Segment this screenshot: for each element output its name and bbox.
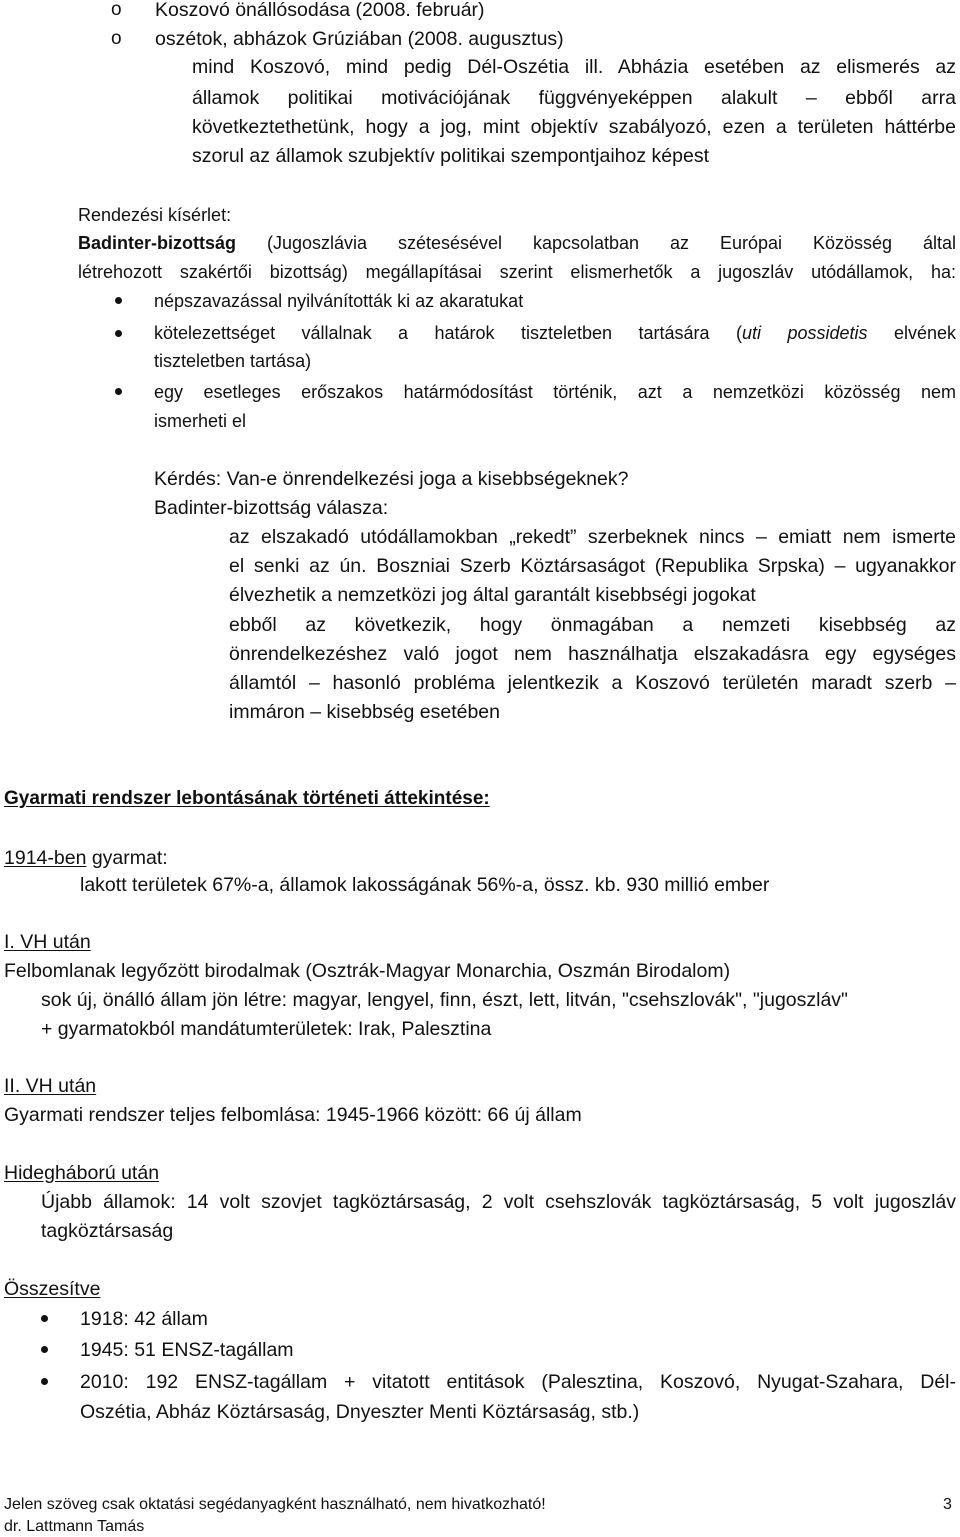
paragraph-line: államok politikai motivációjának függvényeképpen alakult – ebből arra [192,87,956,109]
period-line: Felbomlanak legyőzött birodalmak (Osztrák-Magyar Monarchia, Oszmán Birodalom) [4,960,731,982]
question: Kérdés: Van-e önrendelkezési joga a kisebbségeknek? [154,468,629,490]
list-item: Koszovó önállósodása (2008. február) [155,0,485,21]
list-bullet-o: o [111,0,122,20]
answer-line: az elszakadó utódállamokban „rekedt” szerbeknek nincs – emiatt nem ismerte [229,526,956,548]
section-label: Rendezési kísérlet: [78,205,232,225]
period-label: 1914-ben [4,847,87,869]
period-line: sok új, önálló állam jön létre: magyar, lengyel, finn, észt, lett, litván, "csehszlovák", "jugoszláv" [41,989,848,1011]
paragraph-line: szorul az államok szubjektív politikai szempontjaihoz képest [192,145,709,167]
answer-label: Badinter-bizottság válasza: [154,497,389,519]
paragraph-line: következtethetünk, hogy a jog, mint objektív szabályozó, ezen a területen háttérbe [192,116,956,138]
badinter-bold: Badinter-bizottság [78,233,237,253]
period-line: + gyarmatokból mandátumterületek: Irak, Palesztina [41,1018,492,1040]
bullet-dot [41,1378,48,1385]
footer-author: dr. Lattmann Tamás [4,1518,145,1535]
condition-item-cont: ismerheti el [154,411,247,431]
summary-item: 1945: 51 ENSZ-tagállam [80,1339,294,1361]
bullet-dot [115,388,122,395]
page-number: 3 [943,1496,952,1513]
period-label: II. VH után [4,1075,97,1097]
answer-line: államtól – hasonló probléma jelentkezik a Koszovó területén maradt szerb – [229,672,956,694]
bullet-dot [115,297,122,304]
period-line: lakott területek 67%-a, államok lakosságának 56%-a, össz. kb. 930 millió ember [80,874,770,896]
section-title: Gyarmati rendszer lebontásának történeti áttekintése: [4,788,490,809]
answer-line: önrendelkezéshez való jogot nem használhatja elszakadásra egy egységes [229,643,956,665]
condition-item: egy esetleges erőszakos határmódosítást történik, azt a nemzetközi közösség nem [154,382,956,402]
condition-item: népszavazással nyilvánították ki az akaratukat [154,291,524,311]
condition-item-cont: tiszteletben tartása) [154,351,312,371]
period-label: I. VH után [4,931,91,953]
paragraph-line: mind Koszovó, mind pedig Dél-Oszétia ill. Abházia esetében az elismerés az [192,56,956,78]
list-bullet-o: o [111,28,122,49]
summary-item: 1918: 42 állam [80,1308,208,1330]
answer-line: ebből az következik, hogy önmagában a nemzeti kisebbség az [229,614,956,636]
period-1914: 1914-ben gyarmat: [4,847,168,869]
bullet-dot [41,1315,48,1322]
answer-line: el senki az ún. Boszniai Szerb Köztársaságot (Republika Srpska) – ugyanakkor [229,555,956,577]
answer-line: immáron – kisebbség esetében [229,701,500,723]
period-line: Újabb államok: 14 volt szovjet tagköztársaság, 2 volt csehszlovák tagköztársaság, 5 volt jugoszláv [41,1191,956,1213]
badinter-line: létrehozott szakértői bizottság) megállapításai szerint elismerhetők a jugoszláv utódállamok, ha: [78,262,956,282]
period-label: Összesítve [4,1278,101,1300]
period-line: tagköztársaság [41,1220,174,1242]
footer-note: Jelen szöveg csak oktatási segédanyagként használható, nem hivatkozható! [4,1496,546,1513]
summary-item-cont: Oszétia, Abház Köztársaság, Dnyeszter Menti Köztársaság, stb.) [80,1401,640,1423]
period-label: Hidegháború után [4,1162,160,1184]
answer-line: élvezhetik a nemzetközi jog által garantált kisebbségi jogokat [229,584,756,606]
period-line: Gyarmati rendszer teljes felbomlása: 1945-1966 között: 66 új állam [4,1104,582,1126]
badinter-line: Badinter-bizottság (Jugoszlávia szétesésével kapcsolatban az Európai Közösség által [78,233,956,253]
summary-item: 2010: 192 ENSZ-tagállam + vitatott entitások (Palesztina, Koszovó, Nyugat-Szahara, Dél- [80,1371,956,1393]
condition-item: kötelezettséget vállalnak a határok tiszteletben tartására (uti possidetis elvének [154,323,956,343]
bullet-dot [41,1346,48,1353]
bullet-dot [115,330,122,337]
list-item: oszétok, abházok Grúziában (2008. augusztus) [155,28,564,50]
